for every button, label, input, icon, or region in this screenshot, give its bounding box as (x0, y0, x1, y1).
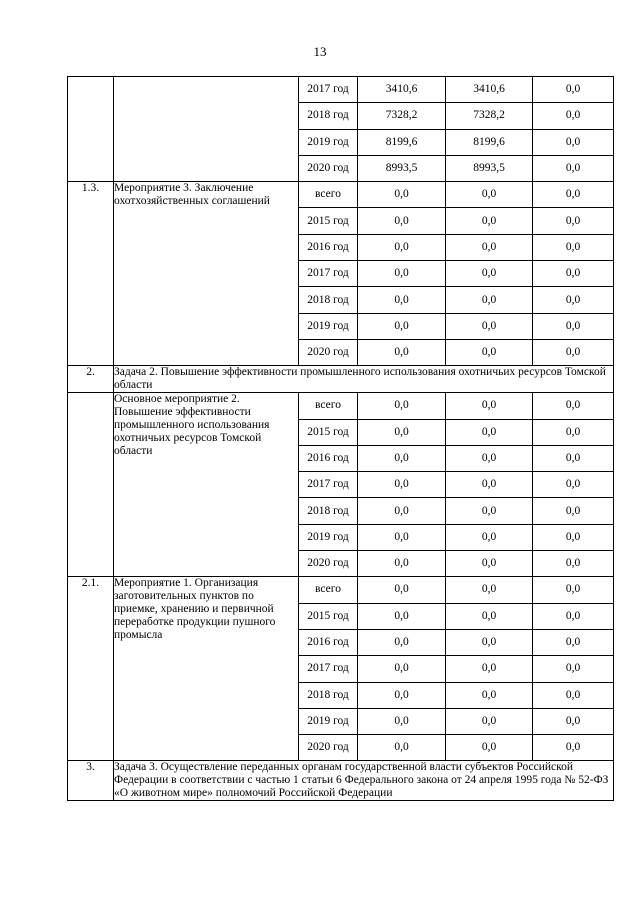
task-number: 2. (68, 366, 114, 393)
value-cell: 0,0 (533, 208, 614, 234)
activity-name: Основное мероприятие 2. Повышение эффективности промышленного использования охотничьих ресурсов Томской области (114, 393, 299, 577)
value-cell: 0,0 (533, 129, 614, 155)
value-cell: 0,0 (358, 445, 446, 471)
activity-number (68, 77, 114, 182)
year-cell: 2018 год (299, 498, 358, 524)
value-cell: 0,0 (533, 735, 614, 761)
value-cell: 0,0 (358, 182, 446, 208)
task-row (68, 761, 614, 801)
value-cell: 0,0 (446, 603, 533, 629)
value-cell: 0,0 (358, 261, 446, 287)
task-row (68, 366, 614, 393)
year-cell: 2015 год (299, 603, 358, 629)
value-cell: 7328,2 (446, 103, 533, 129)
value-cell: 0,0 (446, 313, 533, 339)
table-row (68, 393, 614, 419)
value-cell: 0,0 (446, 498, 533, 524)
value-cell: 0,0 (446, 234, 533, 260)
value-cell: 0,0 (446, 735, 533, 761)
value-cell: 0,0 (446, 445, 533, 471)
value-cell: 0,0 (446, 682, 533, 708)
value-cell: 0,0 (533, 629, 614, 655)
year-cell: 2018 год (299, 103, 358, 129)
year-cell: 2020 год (299, 155, 358, 181)
value-cell: 0,0 (358, 682, 446, 708)
value-cell: 0,0 (533, 155, 614, 181)
year-cell: 2020 год (299, 551, 358, 577)
activity-number: 2.1. (68, 577, 114, 761)
page-number: 13 (313, 44, 327, 59)
activity-name: Мероприятие 1. Организация заготовительных пунктов по приемке, хранению и первичной переработке продукции пушного промысла (114, 577, 299, 761)
activity-number (68, 393, 114, 577)
value-cell: 0,0 (446, 551, 533, 577)
value-cell: 0,0 (446, 629, 533, 655)
value-cell: 0,0 (533, 103, 614, 129)
value-cell: 0,0 (446, 656, 533, 682)
value-cell: 0,0 (533, 577, 614, 603)
value-cell: 0,0 (358, 577, 446, 603)
value-cell: 0,0 (358, 656, 446, 682)
value-cell: 0,0 (533, 339, 614, 365)
year-cell: 2017 год (299, 656, 358, 682)
value-cell: 0,0 (533, 182, 614, 208)
year-cell: всего (299, 393, 358, 419)
task-number: 3. (68, 761, 114, 801)
value-cell: 0,0 (358, 498, 446, 524)
value-cell: 0,0 (533, 77, 614, 103)
value-cell: 0,0 (358, 287, 446, 313)
value-cell: 0,0 (358, 735, 446, 761)
activity-number: 1.3. (68, 182, 114, 366)
value-cell: 0,0 (446, 208, 533, 234)
value-cell: 0,0 (358, 472, 446, 498)
year-cell: 2020 год (299, 735, 358, 761)
year-cell: 2015 год (299, 419, 358, 445)
value-cell: 0,0 (533, 682, 614, 708)
value-cell: 8199,6 (358, 129, 446, 155)
value-cell: 0,0 (533, 445, 614, 471)
value-cell: 0,0 (358, 524, 446, 550)
value-cell: 0,0 (358, 234, 446, 260)
value-cell: 0,0 (533, 603, 614, 629)
value-cell: 0,0 (533, 287, 614, 313)
value-cell: 0,0 (446, 393, 533, 419)
year-cell: 2017 год (299, 261, 358, 287)
activity-name: Мероприятие 3. Заключение охотхозяйственных соглашений (114, 182, 299, 366)
table-row (68, 182, 614, 208)
value-cell: 0,0 (446, 472, 533, 498)
value-cell: 0,0 (446, 708, 533, 734)
year-cell: 2016 год (299, 629, 358, 655)
value-cell: 0,0 (358, 551, 446, 577)
value-cell: 0,0 (446, 339, 533, 365)
value-cell: 0,0 (533, 261, 614, 287)
value-cell: 0,0 (533, 393, 614, 419)
value-cell: 0,0 (446, 261, 533, 287)
value-cell: 0,0 (533, 313, 614, 339)
value-cell: 0,0 (533, 656, 614, 682)
value-cell: 0,0 (446, 182, 533, 208)
value-cell: 0,0 (358, 629, 446, 655)
value-cell: 0,0 (358, 208, 446, 234)
task-text: Задача 3. Осуществление переданных органам государственной власти субъектов Российской Федерации в соответствии с частью 1 статьи 6 Федерального закона от 24 апреля 1995 года № 52-ФЗ «О животном мире» полномочий Российской Федерации (114, 761, 614, 801)
value-cell: 0,0 (533, 234, 614, 260)
year-cell: всего (299, 577, 358, 603)
year-cell: 2019 год (299, 129, 358, 155)
value-cell: 3410,6 (358, 77, 446, 103)
value-cell: 0,0 (533, 524, 614, 550)
year-cell: 2016 год (299, 234, 358, 260)
year-cell: 2017 год (299, 472, 358, 498)
value-cell: 0,0 (533, 708, 614, 734)
value-cell: 8993,5 (446, 155, 533, 181)
value-cell: 0,0 (358, 419, 446, 445)
value-cell: 0,0 (446, 577, 533, 603)
table-row (68, 577, 614, 603)
year-cell: 2019 год (299, 313, 358, 339)
year-cell: 2019 год (299, 524, 358, 550)
value-cell: 8993,5 (358, 155, 446, 181)
budget-table (67, 76, 614, 801)
value-cell: 0,0 (358, 339, 446, 365)
value-cell: 3410,6 (446, 77, 533, 103)
year-cell: 2016 год (299, 445, 358, 471)
year-cell: 2020 год (299, 339, 358, 365)
year-cell: 2017 год (299, 77, 358, 103)
activity-name (114, 77, 299, 182)
value-cell: 0,0 (533, 419, 614, 445)
value-cell: 0,0 (358, 708, 446, 734)
year-cell: 2018 год (299, 682, 358, 708)
task-text: Задача 2. Повышение эффективности промышленного использования охотничьих ресурсов Томской области (114, 366, 614, 393)
year-cell: 2019 год (299, 708, 358, 734)
value-cell: 0,0 (533, 472, 614, 498)
value-cell: 0,0 (533, 498, 614, 524)
value-cell: 7328,2 (358, 103, 446, 129)
table-row (68, 77, 614, 103)
value-cell: 0,0 (358, 603, 446, 629)
year-cell: 2018 год (299, 287, 358, 313)
value-cell: 0,0 (446, 419, 533, 445)
year-cell: 2015 год (299, 208, 358, 234)
value-cell: 0,0 (446, 287, 533, 313)
value-cell: 0,0 (446, 524, 533, 550)
value-cell: 0,0 (358, 313, 446, 339)
value-cell: 8199,6 (446, 129, 533, 155)
value-cell: 0,0 (533, 551, 614, 577)
year-cell: всего (299, 182, 358, 208)
value-cell: 0,0 (358, 393, 446, 419)
